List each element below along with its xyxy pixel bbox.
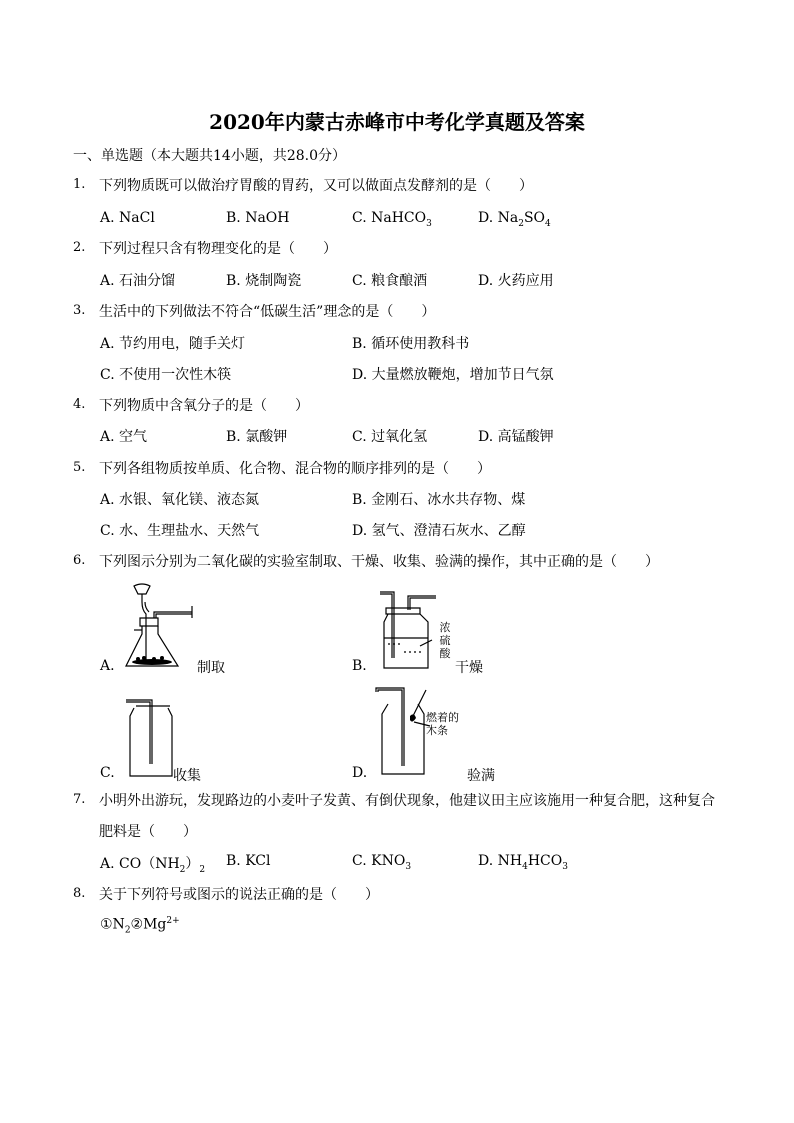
figure-label (426, 711, 459, 737)
subscript: 4 (545, 218, 551, 229)
option-a (100, 853, 205, 875)
label-char: 浓 (439, 621, 451, 634)
question-stem: 下列各组物质按单质、化合物、混合物的顺序排列的是（ ） (99, 461, 491, 477)
option-c-text: C. KNO (352, 853, 406, 869)
option-b: B. 循环使用教科书 (352, 336, 470, 352)
question-number: 3. (73, 303, 86, 318)
question-stem: 小明外出游玩，发现路边的小麦叶子发黄、有倒伏现象，他建议田主应该施用一种复合肥，这种复合 (99, 793, 715, 809)
label-char: 酸 (439, 647, 451, 660)
question-number: 5. (73, 460, 86, 475)
option-b: B. 氯酸钾 (226, 429, 288, 445)
subscript: 2 (199, 864, 206, 875)
symbol-item: ②Mg (130, 916, 167, 933)
subscript: 3 (405, 861, 412, 872)
question-number: 6. (73, 553, 86, 568)
question-stem: 下列物质中含氧分子的是（ ） (99, 398, 309, 414)
option-a-text: A. CO（NH (100, 856, 180, 872)
option-b: B. (352, 658, 367, 674)
option-d-text: SO (523, 210, 546, 226)
question-stem: 下列过程只含有物理变化的是（ ） (99, 241, 337, 257)
question-number: 2. (73, 240, 86, 255)
option-a: A. 节约用电，随手关灯 (100, 336, 246, 352)
subscript: 3 (562, 861, 568, 872)
option-d-text: D. NH (478, 853, 523, 869)
question-stem: 生活中的下列做法不符合“低碳生活”理念的是（ ） (99, 304, 436, 320)
question-number: 1. (73, 177, 86, 192)
question-stem: 下列物质既可以做治疗胃酸的胃药，又可以做面点发酵剂的是（ ） (99, 178, 533, 194)
figure-caption: 收集 (173, 768, 201, 784)
option-c: C. 粮食酿酒 (352, 273, 428, 289)
label-char: 硫 (439, 634, 451, 647)
option-b: B. 烧制陶瓷 (226, 273, 302, 289)
option-a-text: ） (185, 856, 200, 872)
option-d: D. 火药应用 (478, 273, 554, 289)
option-b: B. 金刚石、冰水共存物、煤 (352, 492, 526, 508)
option-d (478, 210, 551, 229)
subscript: 4 (522, 861, 528, 872)
option-a: A. 空气 (100, 429, 148, 445)
co2-generation-apparatus-figure (120, 582, 200, 672)
option-c: C. 过氧化氢 (352, 429, 428, 445)
figure-label (437, 621, 453, 660)
symbol-list (100, 916, 180, 935)
figure-caption: 制取 (197, 660, 225, 676)
label-line: 燃着的 (426, 711, 459, 724)
figure-caption: 验满 (467, 768, 495, 784)
option-d: D. 氢气、澄清石灰水、乙醇 (352, 523, 526, 539)
question-number: 7. (73, 792, 86, 807)
question-stem: 关于下列符号或图示的说法正确的是（ ） (99, 887, 379, 903)
option-c: C. (100, 765, 115, 781)
symbol-item: ①N (100, 916, 125, 933)
option-d: D. 大量燃放鞭炮，增加节日气氛 (352, 367, 554, 383)
section-heading: 一、单选题（本大题共14小题，共28.0分） (73, 148, 346, 164)
option-d (478, 853, 568, 872)
option-c (352, 210, 432, 229)
option-b: B. KCl (226, 853, 271, 869)
page-title: 2020年内蒙古赤峰市中考化学真题及答案 (209, 110, 585, 134)
drying-bottle-figure (370, 588, 440, 670)
option-d-text: HCO (527, 853, 563, 869)
option-c-text: C. NaHCO (352, 210, 427, 226)
question-stem-continued: 肥料是（ ） (99, 824, 197, 840)
option-c: C. 不使用一次性木筷 (100, 367, 232, 383)
option-a: A. NaCl (100, 210, 155, 226)
question-number: 4. (73, 397, 86, 412)
option-b: B. NaOH (226, 210, 290, 226)
label-line: 木条 (426, 724, 448, 737)
option-d-text: D. Na (478, 210, 519, 226)
option-a: A. 石油分馏 (100, 273, 176, 289)
option-c (352, 853, 411, 872)
question-number: 8. (73, 886, 86, 901)
option-d: D. 高锰酸钾 (478, 429, 554, 445)
option-d: D. (352, 765, 368, 781)
option-c: C. 水、生理盐水、天然气 (100, 523, 260, 539)
superscript: 2+ (166, 916, 180, 926)
question-stem: 下列图示分别为二氧化碳的实验室制取、干燥、收集、验满的操作，其中正确的是（ ） (99, 554, 659, 570)
figure-caption: 干燥 (455, 660, 483, 676)
subscript: 3 (426, 218, 432, 229)
subscript: 2 (179, 864, 186, 875)
subscript: 2 (124, 925, 131, 936)
option-a: A. 水银、氧化镁、液态氮 (100, 492, 260, 508)
subscript: 2 (518, 218, 524, 229)
option-a: A. (100, 658, 115, 674)
